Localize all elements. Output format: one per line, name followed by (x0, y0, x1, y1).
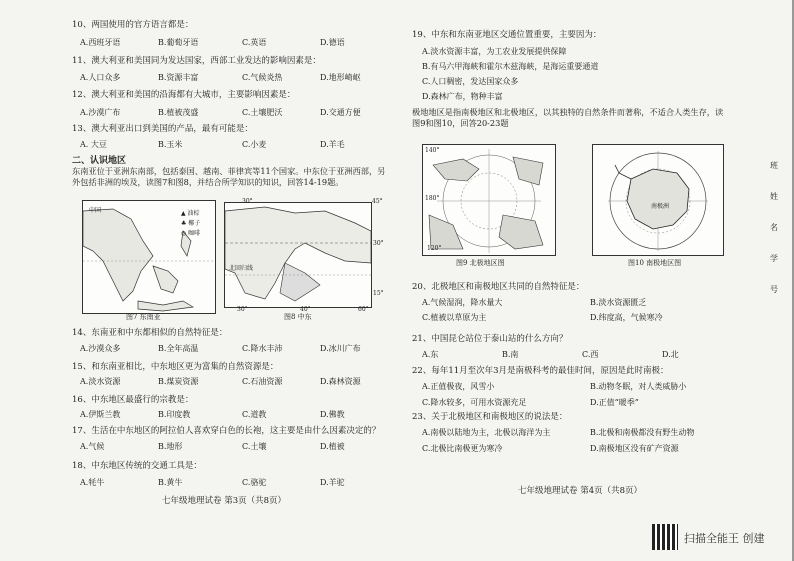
question-10: 10、两国使用的官方语言都是： (72, 20, 194, 30)
map-antarctic (592, 144, 724, 256)
scanner-watermark: 扫描全能王 创建 (684, 532, 765, 545)
section-intro: 东南亚位于亚洲东南部，包括泰国、越南、菲律宾等11个国家。中东位于亚洲西部，另外包括非洲的埃及，读图7和图8，并结合所学知识的知识，回答14-19题。 (72, 166, 386, 187)
question-22: 22、每年11月至次年3月是南极科考的最佳时间，原因是此时南极： (412, 366, 669, 376)
map8-lat-15: 15° (373, 290, 384, 297)
map7-country-label: 中国 (89, 207, 102, 214)
map8-lat-45: 45° (372, 198, 383, 205)
map7-legend (181, 209, 200, 239)
left-page-footer: 七年级地理试卷 第3页（共8页） (162, 496, 287, 506)
map8-lon-60: 60° (358, 306, 369, 313)
legend-coffee: ◎ 咖啡 (181, 230, 201, 237)
question-17: 17、生活在中东地区的阿拉伯人喜欢穿白色的长袍，这主要是由什么因素决定的？ (72, 426, 381, 436)
question-14: 14、东南亚和中东都相似的自然特征是： (72, 328, 228, 338)
right-page: 19、中东和东南亚地区交通位置重要，主要因为： A.淡水资源丰富，为工农业发展提供保障 B.有马六甲海峡和霍尔木兹海峡，是海运重要通道 C.人口稠密，发达国家众多 D.森林广布，物种丰富 极地地区是指南极地区和北极地区，以其独特的自然条件而著称，不适合人类生存，读图9和图10，回答20-23题 140° 180° 120° 图9 北极地区图 南极洲 图10 南极地区图 20、北极地区和南极地区共同的自然特征是： A.气候湿润，降水量大 B.淡水资源匮乏 C.植被以草原为主 D.纬度高，气候寒冷 21、中国昆仑站位于泰山站的什么方向？ A.东 B.南 C.西 D.北 22、每年11月至次年3月是南极科考的最佳时间，原因是此时南极： A.正值极夜，风雪小 B.动物冬眠，对人类威胁小 C.降水较多，可用水资源充足 D.正值“暖季” 23、关于北极地区和南极地区的说法是： A.南极以陆地为主，北极以海洋为主 B.北极和南极都没有野生动物 C.北极比南极更为寒冷 D.南极地区没有矿产资源 七年级地理试卷 第4页（共8页） (412, 30, 724, 496)
left-page: 10、两国使用的官方语言都是： A.西班牙语 B.葡萄牙语 C.英语 D.德语 11、澳大利亚和美国同为发达国家，西部工业发达的影响因素是： A.人口众多 B.资源丰富 C.气候炎热 D.地形崎岖 12、澳大利亚和美国的沿海都有大城市，主要影响因素是： A.沙漠广布 B.植被茂盛 C.土壤肥沃 D.交通方便 13、澳大利亚出口到美国的产品，最有可能是： A. 大豆 B.玉米 C.小麦 D.羊毛 二、认识地区 东南亚位于亚洲东南部，包括泰国、越南、菲律宾等11个国家。中东位于亚洲西部，另外包括非洲的埃及，读图7和图8，并结合所学知识的知识，回答14-19题。 中国 ▲ 油棕 ♣ 椰子 ◎ 咖啡 图7 东南亚 北回归线 30° 45° 30° 15° 30° 40° 60° 图8 中东 14、东南亚和中东都相似的自然特征是： A.沙漠众多 B.全年高温 C.降水丰沛 D.冰川广布 15、和东南亚相比，中东地区更为富集的自然资源是： A.淡水资源 B.煤炭资源 C.石油资源 D.森林资源 16、中东地区最盛行的宗教是： A.伊斯兰教 B.印度教 C.道教 D.佛教 17、生活在中东地区的阿拉伯人喜欢穿白色的长袍，这主要是由什么因素决定的？ A.气候 B.地形 C.土壤 D.植被 18、中东地区传统的交通工具是： A.牦牛 B.黄牛 C.骆驼 D.羊驼 七年级地理试卷 第3页（共8页） (62, 0, 392, 561)
question-12: 12、澳大利亚和美国的沿海都有大城市，主要影响因素是： (72, 90, 296, 100)
arctic-map-drawing (423, 145, 555, 255)
polar-intro: 极地地区是指南极地区和北极地区，以其独特的自然条件而著称，不适合人类生存，读图9和图10，回答20-23题 (412, 107, 724, 128)
map-arctic (422, 144, 556, 256)
legend-coconut: ♣ 椰子 (181, 220, 201, 227)
question-23: 23、关于北极地区和南极地区的说法是： (412, 412, 568, 422)
section-heading: 二、认识地区 (72, 156, 127, 166)
question-19: 19、中东和东南亚地区交通位置重要，主要因为： (412, 30, 602, 40)
map10-caption: 图10 南极地区图 (628, 259, 682, 267)
antarctic-map-drawing (593, 145, 723, 255)
map9-label-180: 180° (425, 195, 440, 202)
question-11: 11、澳大利亚和美国同为发达国家，西部工业发达的影响因素是： (72, 56, 321, 66)
question-20: 20、北极地区和南极地区共同的自然特征是： (412, 282, 585, 292)
middle-east-map-drawing (225, 203, 371, 307)
map-southeast-asia (82, 200, 216, 314)
right-page-footer: 七年级地理试卷 第4页（共8页） (518, 486, 643, 496)
map7-caption: 图7 东南亚 (126, 313, 161, 321)
question-20-options: A.气候湿润，降水量大 B.淡水资源匮乏 C.植被以草原为主 D.纬度高，气候寒冷 (422, 298, 663, 322)
question-21: 21、中国昆仑站位于泰山站的什么方向？ (412, 334, 568, 344)
map8-lon-30: 30° (242, 198, 253, 205)
map8-lat-30: 30° (373, 240, 384, 247)
map9-label-120: 120° (427, 245, 442, 252)
binding-margin-text: 班 姓 名 学 号 (770, 161, 778, 294)
question-18: 18、中东地区传统的交通工具是： (72, 461, 202, 471)
tropic-label: 北回归线 (229, 265, 254, 272)
question-23-options: A.南极以陆地为主，北极以海洋为主 B.北极和南极都没有野生动物 C.北极比南极更为寒冷 D.南极地区没有矿产资源 (422, 428, 695, 453)
question-16: 16、中东地区最盛行的宗教是： (72, 395, 194, 405)
map10-antarctica-label: 南极洲 (651, 203, 670, 210)
question-22-options: A.正值极夜，风雪小 B.动物冬眠，对人类威胁小 C.降水较多，可用水资源充足 D.正值“暖季” (422, 382, 687, 407)
legend-oil-palm: ▲ 油棕 (181, 210, 200, 217)
map-middle-east (224, 202, 372, 308)
map8-lon-30-bottom: 30° (237, 306, 248, 313)
question-15: 15、和东南亚相比，中东地区更为富集的自然资源是： (72, 362, 279, 372)
map8-caption: 图8 中东 (284, 313, 312, 321)
map8-lon-40: 40° (300, 306, 311, 313)
map9-caption: 图9 北极地区图 (456, 259, 505, 267)
map9-label-140: 140° (425, 147, 440, 154)
question-19-options: A.淡水资源丰富，为工农业发展提供保障 B.有马六甲海峡和霍尔木兹海峡，是海运重要通道 C.人口稠密，发达国家众多 D.森林广布，物种丰富 (422, 47, 599, 101)
question-13: 13、澳大利亚出口到美国的产品，最有可能是： (72, 124, 253, 134)
qr-code-icon (652, 524, 678, 550)
